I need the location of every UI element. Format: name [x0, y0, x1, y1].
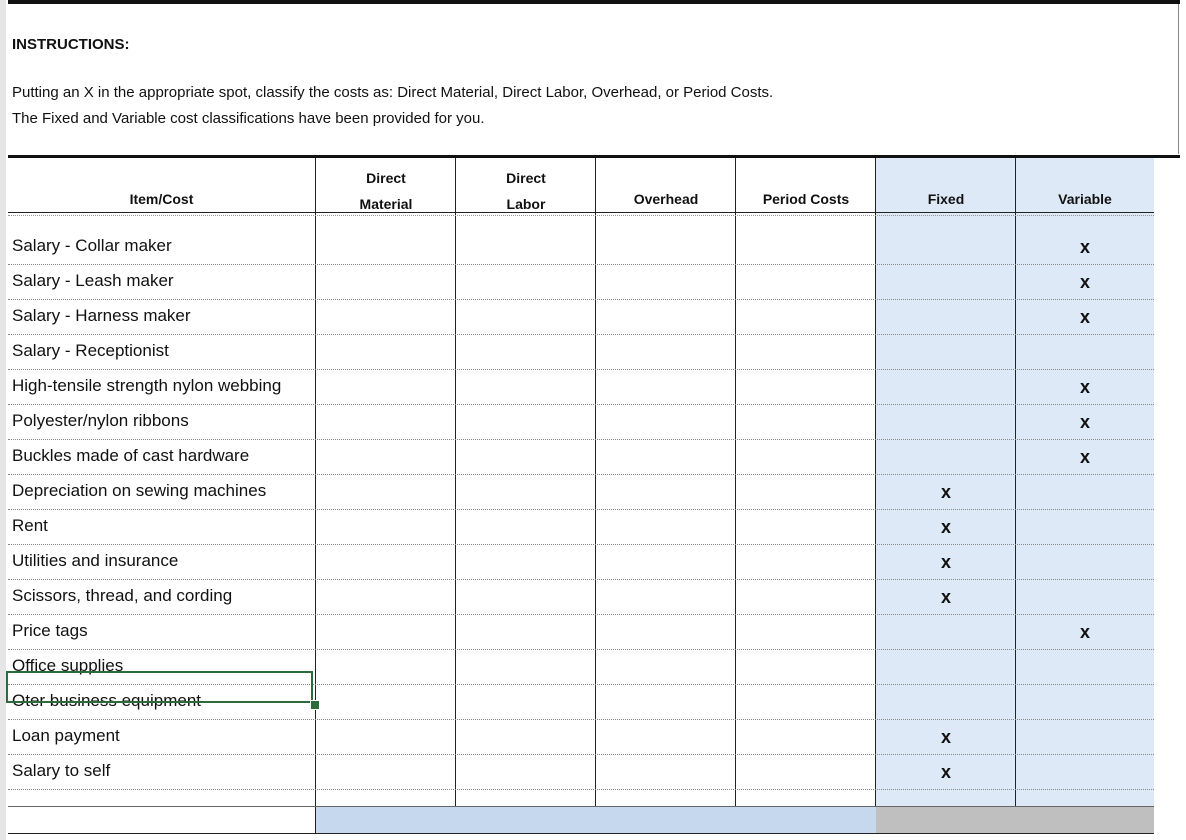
table-row[interactable] [8, 300, 1154, 335]
row-item-label: Salary - Receptionist [12, 341, 169, 360]
variable-mark[interactable]: x [1079, 237, 1090, 257]
totals-fixed-variable-cells[interactable] [876, 807, 1154, 833]
row-item-label: Oter business equipment [12, 691, 201, 710]
table-row[interactable] [8, 230, 1154, 265]
table-row[interactable] [8, 440, 1154, 475]
header-fixed[interactable]: Fixed [927, 191, 965, 207]
row-item-label: Price tags [12, 621, 88, 640]
row-item-label: Rent [12, 516, 48, 535]
variable-mark[interactable]: x [1079, 412, 1090, 432]
table-row[interactable] [8, 335, 1154, 370]
fixed-mark[interactable]: x [940, 517, 951, 537]
blank-row[interactable] [8, 774, 1154, 807]
table-row[interactable] [8, 545, 1154, 580]
fixed-mark[interactable]: x [940, 727, 951, 747]
row-item-label: Salary - Harness maker [12, 306, 191, 325]
header-overhead[interactable]: Overhead [633, 191, 699, 207]
cost-rows [8, 230, 1154, 790]
row-item-label: High-tensile strength nylon webbing [12, 376, 282, 395]
row-item-label: Salary - Leash maker [12, 271, 174, 290]
row-item-label: Polyester/nylon ribbons [12, 411, 189, 430]
header-variable[interactable]: Variable [1058, 191, 1112, 207]
table-row[interactable] [8, 265, 1154, 300]
totals-row [8, 807, 1154, 833]
fill-handle[interactable] [310, 700, 320, 710]
fixed-mark[interactable]: x [940, 762, 951, 782]
header-bottom-rule [8, 212, 1154, 213]
row-item-label: Depreciation on sewing machines [12, 481, 267, 500]
header-period-costs[interactable]: Period Costs [762, 191, 850, 207]
row-item-label: Loan payment [12, 726, 120, 745]
row-item-label: Salary to self [12, 761, 111, 780]
selected-cell[interactable] [6, 671, 313, 703]
fixed-mark[interactable]: x [940, 482, 951, 502]
header-direct-labor-line1: Direct [506, 170, 546, 186]
table-row[interactable] [8, 615, 1154, 650]
table-bottom-rule [8, 833, 1154, 834]
instructions-line-1: Putting an X in the appropriate spot, classify the costs as: Direct Material, Direct Labor, Overhead, or Period Costs. [12, 84, 774, 101]
row-item-label: Utilities and insurance [12, 551, 179, 570]
table-row[interactable] [8, 405, 1154, 440]
variable-mark[interactable]: x [1079, 377, 1090, 397]
variable-mark[interactable]: x [1079, 307, 1090, 327]
variable-mark[interactable]: x [1079, 622, 1090, 642]
table-row[interactable] [8, 370, 1154, 405]
header-direct-labor-line2: Labor [506, 196, 546, 212]
header-direct-material-line1: Direct [366, 170, 406, 186]
fixed-mark[interactable]: x [940, 552, 951, 572]
totals-classification-cells[interactable] [316, 807, 876, 833]
table-row[interactable] [8, 580, 1154, 615]
header-direct-material[interactable] [316, 165, 456, 217]
table-row[interactable] [8, 510, 1154, 545]
variable-mark[interactable]: x [1079, 272, 1090, 292]
row-item-label: Salary - Collar maker [12, 236, 172, 255]
variable-mark[interactable]: x [1079, 447, 1090, 467]
table-row[interactable] [8, 720, 1154, 755]
row-item-label: Scissors, thread, and cording [12, 586, 233, 605]
row-header-strip [0, 0, 6, 840]
instructions-title: INSTRUCTIONS: [12, 36, 130, 53]
row-item-label: Buckles made of cast hardware [12, 446, 250, 465]
row-item-label: Office supplies [12, 656, 124, 675]
header-item-cost[interactable]: Item/Cost [129, 191, 194, 207]
header-spacer-rule [8, 215, 1154, 216]
instructions-line-2: The Fixed and Variable cost classifications have been provided for you. [12, 110, 485, 127]
fixed-mark[interactable]: x [940, 587, 951, 607]
table-row[interactable] [8, 475, 1154, 510]
instructions-box [8, 4, 1179, 154]
header-direct-labor[interactable] [456, 165, 596, 217]
header-direct-material-line2: Material [359, 196, 413, 212]
